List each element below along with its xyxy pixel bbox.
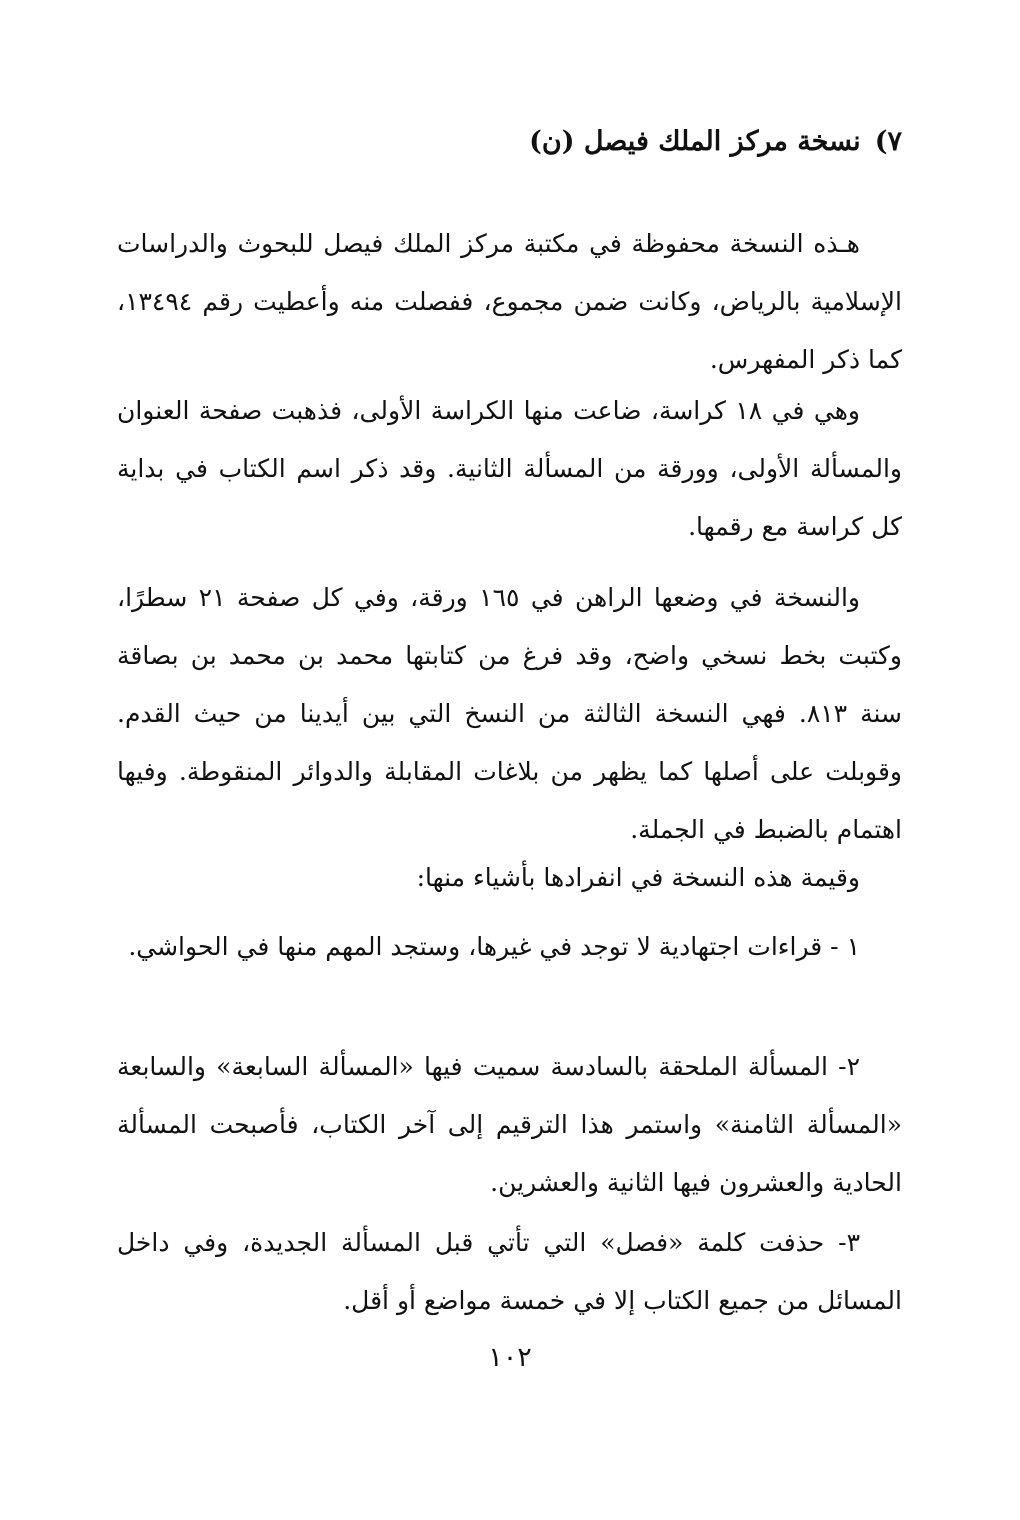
- section-number: ٧): [874, 126, 902, 157]
- paragraph-value-intro: وقيمة هذه النسخة في انفرادها بأشياء منها:: [416, 863, 860, 892]
- paragraph-manuscript-location: هـذه النسخة محفوظة في مكتبة مركز الملك فيصل للبحوث والدراسات الإسلامية بالرياض، وكانت ضمن مجموع، ففصلت منه وأعطيت رقم ١٣٤٩٤، كما ذكر المفهرس.: [117, 229, 902, 374]
- page-number: ١٠٢: [488, 1342, 532, 1373]
- paragraph-quires: وهي في ١٨ كراسة، ضاعت منها الكراسة الأولى، فذهبت صفحة العنوان والمسألة الأولى، وورقة من المسألة الثانية. وقد ذكر اسم الكتاب في بداية كل كراسة مع رقمها.: [117, 396, 902, 541]
- list-item-1: ١ - قراءات اجتهادية لا توجد في غيرها، وستجد المهم منها في الحواشي.: [128, 932, 860, 961]
- paragraph-description: والنسخة في وضعها الراهن في ١٦٥ ورقة، وفي كل صفحة ٢١ سطرًا، وكتبت بخط نسخي واضح، وقد فرغ من كتابتها محمد بن محمد بن بصاقة سنة ٨١٣. فهي النسخة الثالثة من النسخ التي بين أيدينا من حيث القدم. وقوبلت على أصلها كما يظهر من بلاغات المقابلة والدوائر المنقوطة. وفيها اهتمام بالضبط في الجملة.: [117, 583, 903, 844]
- list-item-3: ٣- حذفت كلمة «فصل» التي تأتي قبل المسألة الجديدة، وفي داخل المسائل من جميع الكتاب إلا في خمسة مواضع أو أقل.: [117, 1228, 902, 1315]
- section-title: نسخة مركز الملك فيصل (ن): [529, 126, 861, 157]
- section-heading: [102, 120, 902, 164]
- list-item-2: ٢- المسألة الملحقة بالسادسة سميت فيها «المسألة السابعة» والسابعة «المسألة الثامنة» واستمر هذا الترقيم إلى آخر الكتاب، فأصبحت المسألة الحادية والعشرون فيها الثانية والعشرين.: [117, 1052, 902, 1197]
